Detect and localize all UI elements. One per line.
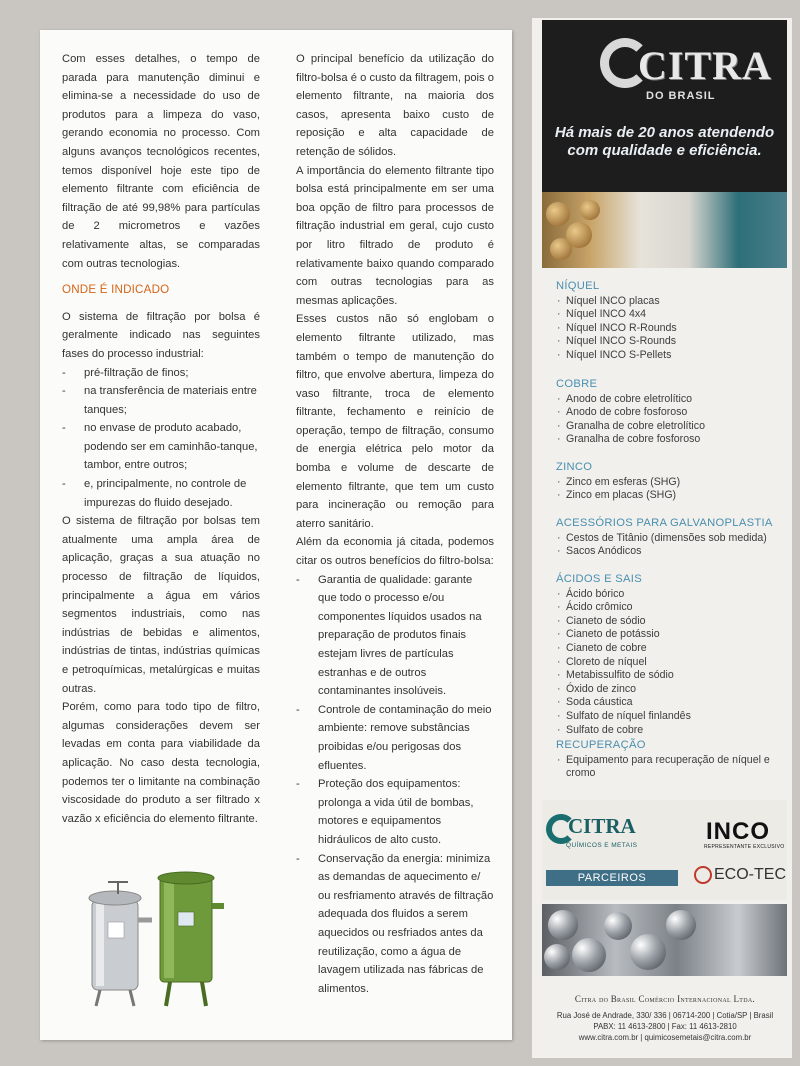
category-item: · Cianeto de sódio [556,615,786,629]
category-copper [556,378,786,447]
category-item: · Equipamento para recuperação de níquel e cromo [556,754,786,781]
company-name: Citra do Brasil Comércio Internacional Ltda. [574,994,756,1004]
company-phones: PABX: 11 4613-2800 | Fax: 11 4613-2810 [593,1022,737,1031]
category-item: · Metabissulfito de sódio [556,669,786,683]
paragraph: Com esses detalhes, o tempo de parada para manutenção diminui e elimina-se a necessidade do uso de produtos para a limpeza do vaso, gerando economia no processo. Com alguns avanços tecnológicos recentes, temos disponível hoje este tipo de elemento filtrante com eficiência de filtração de até 99,98% para partículas de 2 micrometros e vazões relativamente altas, se comparadas com outras tecnologias. [62,53,260,270]
company-web: www.citra.com.br | quimicosemetais@citra.com.br [578,1033,752,1042]
category-acids-salts [556,573,786,737]
article-column-left [62,50,260,828]
ecotec-logo-text: ECO-TEC [714,866,786,884]
paragraph: O sistema de filtração por bolsas tem atualmente uma ampla área de aplicação, graças a sua atuação no processo de filtração de líquidos, principalmente a água em vários segmentos industriais, como nas indústrias de bebidas e alimentos, indústrias de tintas, indústrias químicas e petroquímicas, metalúrgicas e muitas outras. [62,515,260,695]
category-item: · Cloreto de níquel [556,656,786,670]
stage-list [62,364,260,513]
paragraph: A importância do elemento filtrante tipo bolsa está principalmente em ser uma boa opção de filtro para processos de filtração industrial em geral, cujo custo por litro filtrado de produto é relativamente baixo quando comparado com outras tecnologias para as mesmas aplicações. [296,164,494,307]
category-item: · Níquel INCO 4x4 [556,308,786,322]
stainless-filter-housing [89,882,152,1006]
ecotec-logo-icon [694,866,712,884]
article-page [40,30,512,1040]
citra-logo-text: CITRA [638,43,772,88]
category-accessories [556,517,786,559]
category-item: · Óxido de zinco [556,683,786,697]
category-item: · Zinco em placas (SHG) [556,489,786,503]
article-column-right [296,50,494,998]
category-item: · Sulfato de cobre [556,724,786,738]
category-item: · Granalha de cobre fosforoso [556,433,786,447]
category-title: RECUPERAÇÃO [556,739,646,751]
paragraph: Esses custos não só englobam o elemento filtrante utilizado, mas também o tempo de manutenção do filtro, que envolve abertura, limpeza do vaso filtrante, troca de elemento filtrante, fechamento e reinício de operação, tempo de filtração, consumo de energia elétrica pelo motor da bomba e volume de descarte de elemento filtrante, que tem um custo para incineração ou remoção para aterro sanitário. [296,313,494,530]
category-nickel [556,280,786,363]
category-item: · Soda cáustica [556,696,786,710]
list-item: - na transferência de materiais entre tanques; [62,382,260,419]
ad-header [542,20,787,192]
inco-logo: INCO [706,818,770,845]
citra-quimicos-subtitle: QUÍMICOS E METAIS [566,842,638,849]
category-title: COBRE [556,378,598,390]
category-item: · Zinco em esferas (SHG) [556,476,786,490]
citra-advertisement [532,18,792,1058]
citra-quimicos-logo-text: CITRA [568,814,636,838]
category-item: · Ácido crômico [556,601,786,615]
bag-filter-photo [78,860,228,1010]
ad-slogan: Há mais de 20 anos atendendo com qualidade e eficiência. [554,124,775,159]
category-item: · Cianeto de cobre [556,642,786,656]
partners-label: PARCEIROS [546,870,678,886]
list-item: - Proteção dos equipamentos: prolonga a vida útil de bombas, motores e equipamentos hidráulicos de alto custo. [296,775,494,849]
category-item: · Granalha de cobre eletrolítico [556,420,786,434]
category-item: · Sacos Anódicos [556,545,786,559]
paragraph: O principal benefício da utilização do filtro-bolsa é o custo da filtragem, pois o elemento filtrante, na maioria dos casos, apresenta baixo custo de reposição e alta capacidade de retenção de sólidos. [296,53,494,158]
category-title: NÍQUEL [556,280,600,292]
category-item: · Níquel INCO S-Rounds [556,335,786,349]
category-item: · Anodo de cobre eletrolítico [556,393,786,407]
category-title: ÁCIDOS E SAIS [556,573,642,585]
paragraph: Porém, como para todo tipo de filtro, algumas considerações devem ser levadas em conta para viabilidade da aplicação. No caso desta tecnologia, podemos ter o limitante na combinação viscosidade do produto a ser filtrado x vazão x eficiência do elemento filtrante. [62,701,260,825]
paragraph: Além da economia já citada, podemos citar os outros benefícios do filtro-bolsa: [296,536,494,568]
list-item: - Controle de contaminação do meio ambiente: remove substâncias proibidas e/ou perigosas dos efluentes. [296,701,494,775]
company-address: Rua José de Andrade, 330/ 336 | 06714-200 | Cotia/SP | Brasil [556,1011,774,1020]
category-item: · Níquel INCO R-Rounds [556,322,786,336]
category-zinc [556,461,786,503]
product-collage-photo [542,192,787,268]
section-heading: ONDE É INDICADO [62,283,170,297]
citra-logo-subtitle: DO BRASIL [646,90,716,102]
category-item: · Cestos de Titânio (dimensões sob medida) [556,532,786,546]
list-item: - pré-filtração de finos; [62,364,260,383]
category-item: · Anodo de cobre fosforoso [556,406,786,420]
inco-subtitle: REPRESENTANTE EXCLUSIVO [704,844,785,850]
partners-panel [542,800,787,900]
benefits-list [296,571,494,999]
metal-balls-photo [542,904,787,976]
list-item: - Garantia de qualidade: garante que todo o processo e/ou componentes líquidos usados na preparação de produtos finais estejam livres de partículas estranhas e de outros contaminantes insolúveis. [296,571,494,701]
paragraph: O sistema de filtração por bolsa é geralmente indicado nas seguintes fases do processo industrial: [62,310,260,360]
list-item: - no envase de produto acabado, podendo ser em caminhão-tanque, tambor, entre outros; [62,419,260,475]
category-item: · Ácido bórico [556,588,786,602]
category-item: · Níquel INCO S-Pellets [556,349,786,363]
category-item: · Níquel INCO placas [556,295,786,309]
green-filter-housing [158,872,224,1006]
category-title: ACESSÓRIOS PARA GALVANOPLASTIA [556,517,773,529]
category-item: · Cianeto de potássio [556,628,786,642]
company-footer [544,994,786,1043]
category-recovery [556,739,786,781]
list-item: - Conservação da energia: minimiza as demandas de aquecimento e/ ou resfriamento através de filtração adequada dos fluidos a serem aquecidos ou resfriados antes da reutilização, como a água de lavagem utilizada nas fábricas de alimentos. [296,850,494,999]
list-item: - e, principalmente, no controle de impurezas do fluido desejado. [62,475,260,512]
category-item: · Sulfato de níquel finlandês [556,710,786,724]
category-title: ZINCO [556,461,593,473]
ecotec-logo [694,866,786,884]
